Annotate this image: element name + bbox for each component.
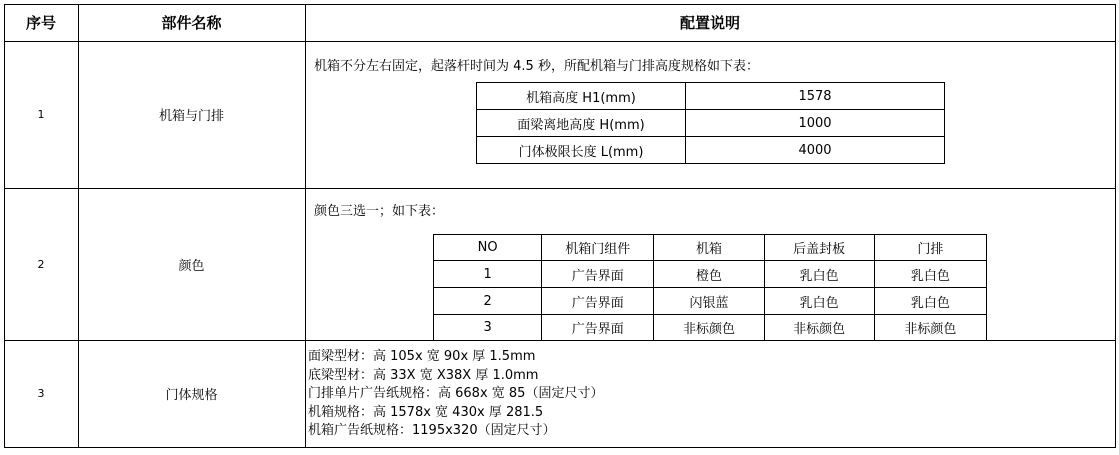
table-cell: 非标颜色: [764, 315, 874, 341]
row-3-no: 3: [37, 387, 45, 400]
table-cell: 闪银蓝: [654, 288, 764, 315]
height-spec-row: [477, 83, 945, 110]
color-col-door: 门排: [874, 235, 986, 261]
spec-label: 面梁离地高度 H(mm): [477, 110, 686, 137]
height-spec-table: [476, 82, 945, 164]
table-row: [434, 288, 987, 315]
header-description: 配置说明: [679, 14, 740, 32]
color-col-no: NO: [434, 235, 542, 261]
spec-line: 面梁型材：高 105x 宽 90x 厚 1.5mm: [308, 349, 536, 364]
spec-label: 门体极限长度 L(mm): [477, 137, 686, 164]
door-spec-list: [308, 348, 603, 441]
table-cell: 1: [434, 261, 542, 288]
color-col-back-cover: 后盖封板: [764, 235, 874, 261]
table-border-bottom: [4, 447, 1116, 448]
table-cell: 乳白色: [764, 261, 874, 288]
table-cell: 非标颜色: [874, 315, 986, 341]
table-row: [434, 315, 987, 341]
spec-line: 机箱规格：高 1578x 宽 430x 厚 281.5: [308, 404, 544, 420]
table-cell: 乳白色: [874, 288, 986, 315]
table-cell: 橙色: [654, 261, 764, 288]
table-cell: 3: [434, 315, 542, 341]
table-border-right: [1115, 4, 1116, 448]
table-cell: 广告界面: [542, 315, 654, 341]
height-spec-row: [477, 137, 945, 164]
spec-value: 1578: [686, 83, 945, 110]
table-cell: 广告界面: [542, 261, 654, 288]
row-1-part: 机箱与门排: [158, 109, 224, 124]
table-cell: 2: [434, 288, 542, 315]
row-3-part: 门体规格: [165, 388, 218, 403]
row-2-no: 2: [37, 257, 45, 271]
spec-value: 4000: [686, 137, 945, 164]
table-cell: 乳白色: [874, 261, 986, 288]
table-cell: 广告界面: [542, 288, 654, 315]
spec-line: 底梁型材：高 33X 宽 X38X 厚 1.0mm: [308, 367, 539, 383]
color-table-header: [434, 235, 987, 261]
spec-line: 门排单片广告纸规格：高 668x 宽 85（固定尺寸）: [308, 386, 604, 401]
col-divider-2: [305, 4, 306, 448]
color-col-cabinet: 机箱: [654, 235, 764, 261]
spec-value: 1000: [686, 110, 945, 137]
row-1-intro: 机箱不分左右固定，起落杆时间为 4.5 秒，所配机箱与门排高度规格如下表：: [314, 59, 759, 74]
spec-line: 机箱广告纸规格：1195x320（固定尺寸）: [308, 423, 556, 438]
table-cell: 乳白色: [764, 288, 874, 315]
table-row: [434, 261, 987, 288]
color-table: [433, 234, 987, 341]
header-part-name: 部件名称: [161, 14, 222, 32]
header-no: 序号: [25, 14, 56, 32]
color-col-door-component: 机箱门组件: [542, 235, 654, 261]
row-1-no: 1: [37, 108, 45, 121]
table-cell: 非标颜色: [654, 315, 764, 341]
row-2-intro: 颜色三选一；如下表：: [314, 204, 445, 219]
height-spec-row: [477, 110, 945, 137]
row-2-part: 颜色: [178, 258, 205, 274]
spec-label: 机箱高度 H1(mm): [477, 83, 686, 110]
